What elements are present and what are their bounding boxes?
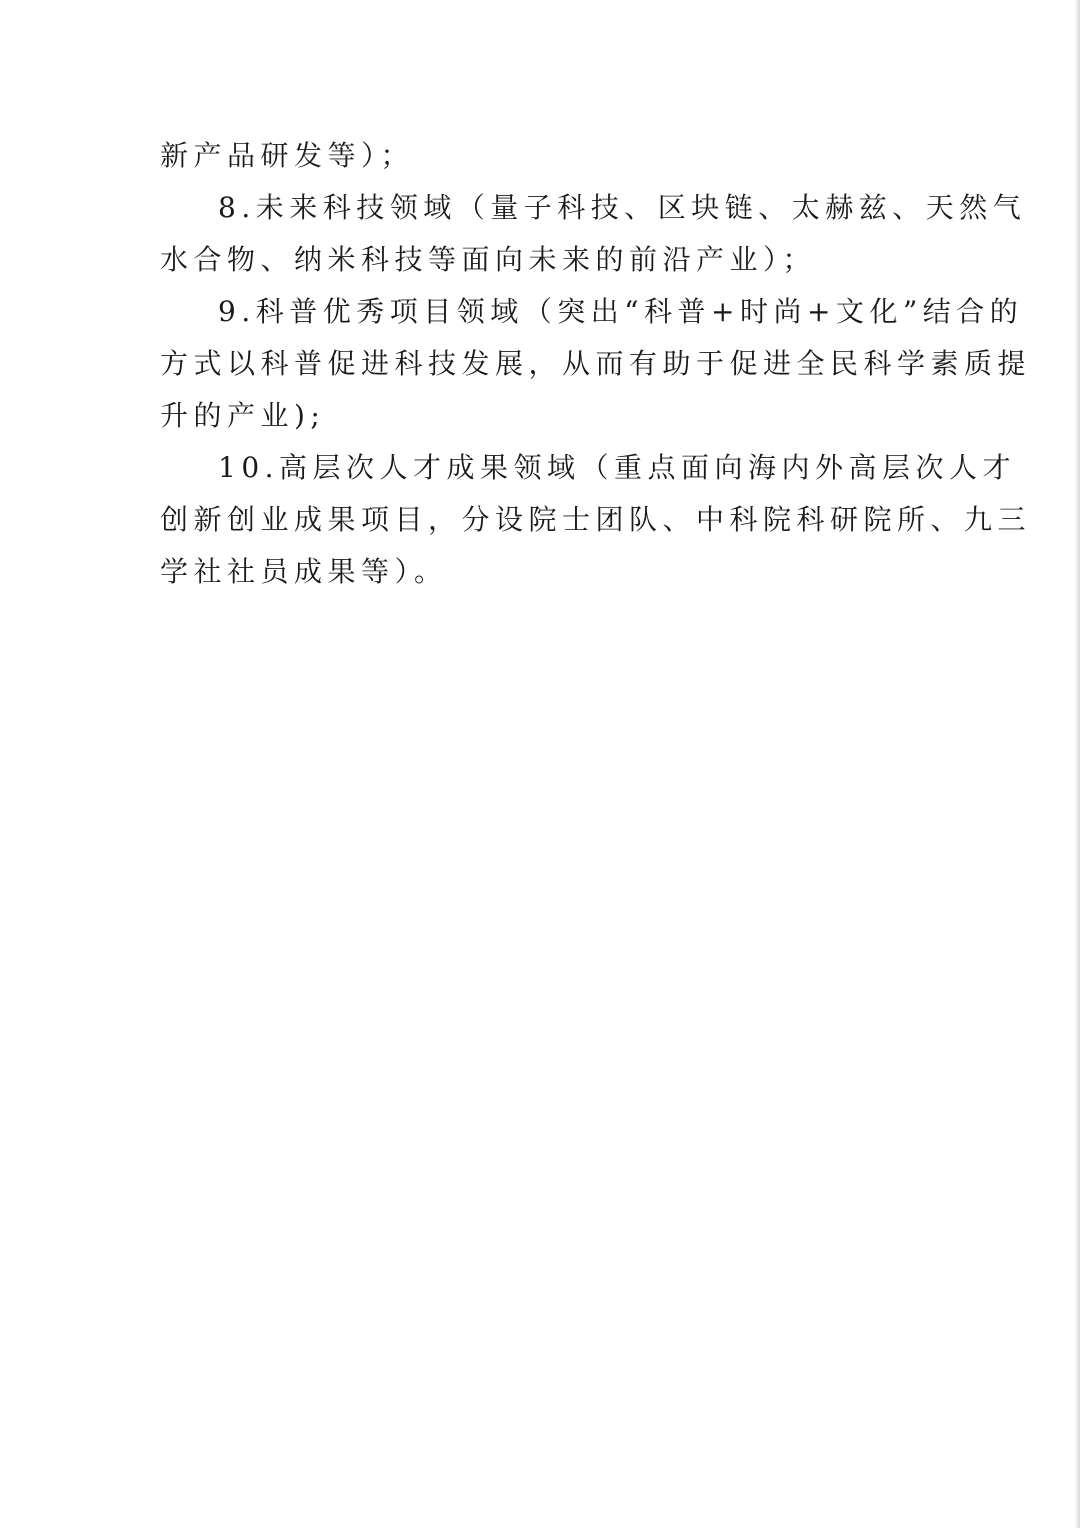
text-line: 新产品研发等）； [160,139,415,172]
document-body [160,130,1032,598]
text-line: 学社社员成果等）。 [160,555,448,588]
text-line: 升的产业); [160,399,326,432]
text-line: 方式以科普促进科技发展，从而有助于促进全民科学素质提 [160,347,1032,380]
text-line: 创新创业成果项目，分设院士团队、中科院科研院所、九三 [160,503,1032,536]
text-line: 水合物、纳米科技等面向未来的前沿产业）； [160,243,817,276]
list-item-8: 8.未来科技领域（量子科技、区块链、太赫兹、天然气 [218,191,1027,224]
list-item-9: 9.科普优秀项目领域（突出“科普+时尚+文化”结合的 [218,295,1024,328]
page-edge-shadow [1074,0,1080,1528]
list-item-10: 10.高层次人才成果领域（重点面向海内外高层次人才 [218,451,1017,484]
